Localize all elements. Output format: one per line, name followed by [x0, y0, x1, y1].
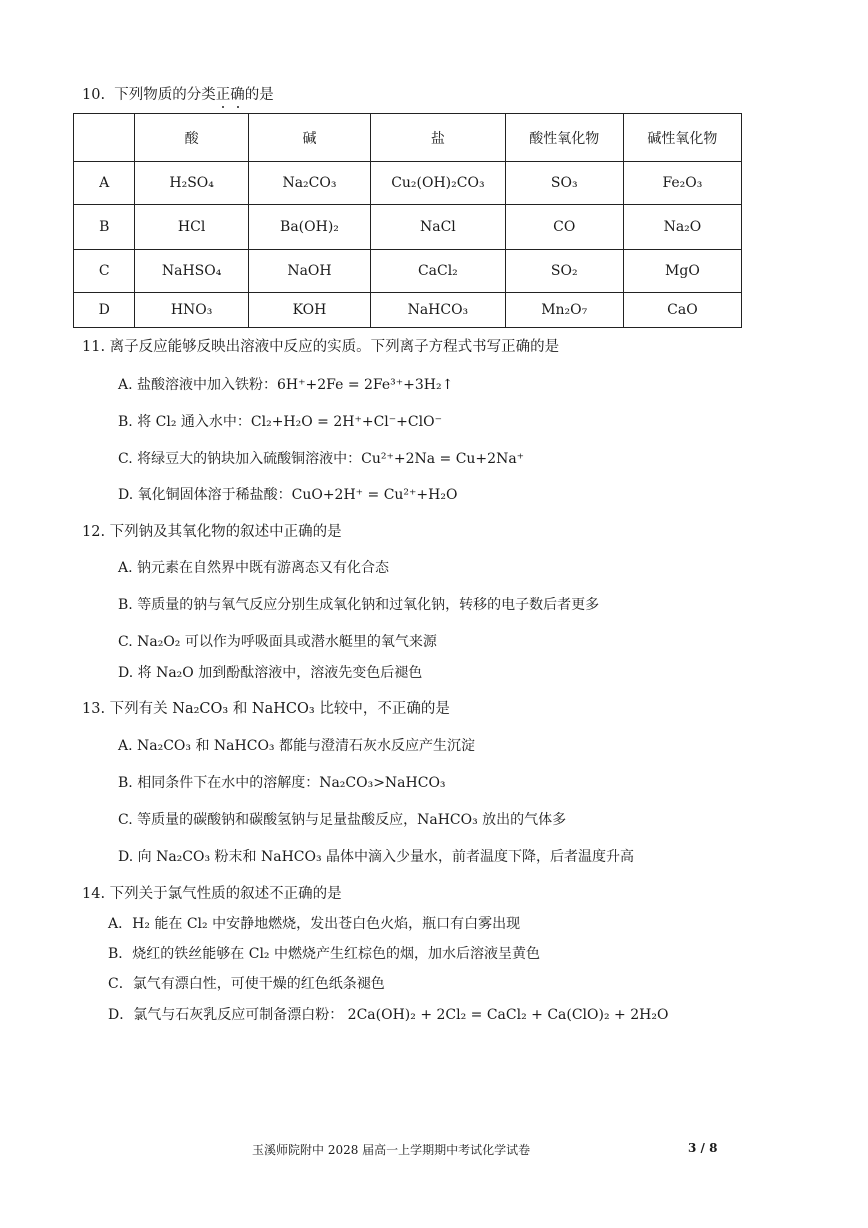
- q13-stem: 13. 下列有关 Na₂CO₃ 和 NaHCO₃ 比较中，不正确的是: [82, 701, 450, 717]
- table-cell: SO₃: [505, 162, 623, 205]
- q12-stem: 12. 下列钠及其氧化物的叙述中正确的是: [82, 524, 342, 540]
- table-cell: C: [74, 250, 135, 293]
- q12-option-b: B. 等质量的钠与氧气反应分别生成氧化钠和过氧化钠，转移的电子数后者更多: [118, 597, 600, 613]
- table-cell: CO: [505, 205, 623, 250]
- q14-option-c: C．氯气有漂白性，可使干燥的红色纸条褪色: [108, 976, 385, 992]
- q13-option-b: B. 相同条件下在水中的溶解度：Na₂CO₃>NaHCO₃: [118, 775, 446, 791]
- table-cell: KOH: [248, 293, 370, 328]
- exam-footer-title: 玉溪师院附中 2028 届高一上学期期中考试化学试卷: [252, 1143, 531, 1157]
- table-row: [74, 293, 742, 328]
- table-cell: NaOH: [248, 250, 370, 293]
- q14-option-d: D．氯气与石灰乳反应可制备漂白粉： 2Ca(OH)₂ + 2Cl₂ = CaCl₂ + Ca(ClO)₂ + 2H₂O: [108, 1007, 669, 1023]
- table-header-cell: 碱性氧化物: [623, 114, 741, 162]
- table-cell: HCl: [135, 205, 248, 250]
- q10-stem: 10. 下列物质的分类正确的是: [82, 87, 274, 103]
- q12-option-d: D. 将 Na₂O 加到酚酞溶液中，溶液先变色后褪色: [118, 665, 423, 681]
- table-header-cell: 酸: [135, 114, 248, 162]
- table-cell: B: [74, 205, 135, 250]
- q13-option-a: A. Na₂CO₃ 和 NaHCO₃ 都能与澄清石灰水反应产生沉淀: [118, 738, 475, 754]
- q11-option-c: C. 将绿豆大的钠块加入硫酸铜溶液中：Cu²⁺+2Na = Cu+2Na⁺: [118, 451, 525, 467]
- table-cell: Fe₂O₃: [623, 162, 741, 205]
- q12-option-c: C. Na₂O₂ 可以作为呼吸面具或潜水艇里的氧气来源: [118, 634, 437, 650]
- classification-table: [73, 113, 742, 328]
- q11-option-b: B. 将 Cl₂ 通入水中：Cl₂+H₂O = 2H⁺+Cl⁻+ClO⁻: [118, 414, 442, 430]
- table-cell: A: [74, 162, 135, 205]
- q11-stem: 11. 离子反应能够反映出溶液中反应的实质。下列离子方程式书写正确的是: [82, 339, 560, 355]
- table-row: [74, 205, 742, 250]
- q13-option-d: D. 向 Na₂CO₃ 粉末和 NaHCO₃ 晶体中滴入少量水，前者温度下降，后者温度升高: [118, 849, 635, 865]
- table-cell: Na₂O: [623, 205, 741, 250]
- q11-option-a: A. 盐酸溶液中加入铁粉：6H⁺+2Fe = 2Fe³⁺+3H₂↑: [118, 377, 454, 393]
- table-header-cell: 碱: [248, 114, 370, 162]
- table-cell: Ba(OH)₂: [248, 205, 370, 250]
- table-cell: Na₂CO₃: [248, 162, 370, 205]
- table-row: [74, 162, 742, 205]
- table-cell: NaHCO₃: [371, 293, 506, 328]
- table-row: [74, 250, 742, 293]
- table-cell: MgO: [623, 250, 741, 293]
- q10-number: 10.: [82, 87, 106, 103]
- q14-option-b: B．烧红的铁丝能够在 Cl₂ 中燃烧产生红棕色的烟，加水后溶液呈黄色: [108, 946, 540, 962]
- table-header-row: [74, 114, 742, 162]
- table-cell: CaO: [623, 293, 741, 328]
- q14-option-a: A．H₂ 能在 Cl₂ 中安静地燃烧，发出苍白色火焰，瓶口有白雾出现: [108, 916, 521, 932]
- table-header-cell: [74, 114, 135, 162]
- table-header-cell: 酸性氧化物: [505, 114, 623, 162]
- table-cell: D: [74, 293, 135, 328]
- table-cell: CaCl₂: [371, 250, 506, 293]
- q14-stem: 14. 下列关于氯气性质的叙述不正确的是: [82, 886, 342, 902]
- q13-option-c: C. 等质量的碳酸钠和碳酸氢钠与足量盐酸反应，NaHCO₃ 放出的气体多: [118, 812, 567, 828]
- table-cell: NaHSO₄: [135, 250, 248, 293]
- table-cell: SO₂: [505, 250, 623, 293]
- table-cell: NaCl: [371, 205, 506, 250]
- table-header-cell: 盐: [371, 114, 506, 162]
- q11-option-d: D. 氧化铜固体溶于稀盐酸：CuO+2H⁺ = Cu²⁺+H₂O: [118, 487, 458, 503]
- table-cell: HNO₃: [135, 293, 248, 328]
- table-cell: Mn₂O₇: [505, 293, 623, 328]
- page-number: 3 / 8: [688, 1141, 718, 1155]
- q12-option-a: A. 钠元素在自然界中既有游离态又有化合态: [118, 560, 390, 576]
- table-cell: Cu₂(OH)₂CO₃: [371, 162, 506, 205]
- table-cell: H₂SO₄: [135, 162, 248, 205]
